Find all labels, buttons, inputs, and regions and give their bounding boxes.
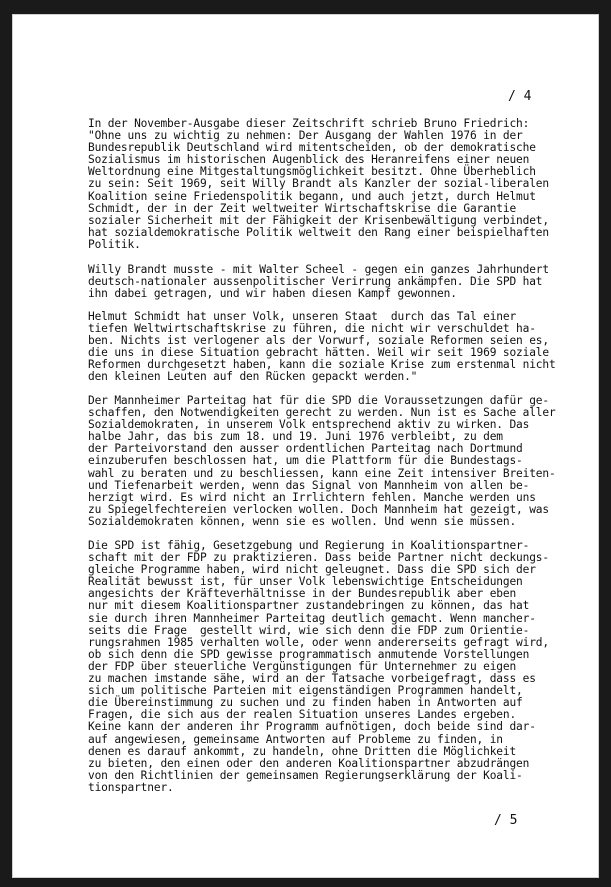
text-line: zu machen imstande sähe, wird an der Tatsache vorbeigefragt, dass es: [88, 672, 536, 686]
text-line: von den Richtlinien der gemeinsamen Regierungserklärung der Koali-: [88, 768, 523, 782]
text-line: deutsch-nationaler aussenpolitischer Verirrung ankämpfen. Die SPD hat: [88, 275, 543, 289]
text-line: wahl zu beraten und zu beschliessen, kann eine Zeit intensiver Breiten-: [88, 466, 556, 480]
text-line: Sozialismus im historischen Augenblick des Heranreifens einer neuen: [88, 153, 530, 167]
text-line: ben. Nichts ist verlogener als der Vorwurf, soziale Reformen seien es,: [88, 334, 549, 348]
paragraph-3: [88, 311, 588, 384]
paragraph-2: [88, 264, 588, 300]
text-line: gleiche Programme haben, wird nicht geleugnet. Dass die SPD sich der: [88, 563, 536, 577]
text-line: halbe Jahr, das bis zum 18. und 19. Juni 1976 verbleibt, zu dem: [88, 430, 503, 444]
text-line: Die SPD ist fähig, Gesetzgebung und Regierung in Koalitionspartner-: [88, 539, 530, 552]
text-line: zu sein: Seit 1969, seit Willy Brandt als Kanzler der sozial-liberalen: [88, 177, 549, 191]
text-line: Politik.: [88, 237, 141, 251]
text-line: und Tiefenarbeit werden, wenn das Signal von Mannheim von allen be-: [88, 478, 530, 492]
text-line: Sozialdemokraten, in unserem Volk entsprechend aktiv zu wirken. Das: [88, 418, 530, 432]
text-line: sie durch ihren Mannheimer Parteitag deutlich gemacht. Wenn mancher-: [88, 611, 536, 625]
text-line: sich um politische Parteien mit eigenständigen Programmen handelt,: [88, 684, 523, 698]
text-line: Bundesrepublik Deutschland wird mitentscheiden, ob der demokratische: [88, 141, 536, 155]
text-line: Weltordnung eine Mitgestaltungsmöglichkeit besitzt. Ohne Überheblich: [88, 165, 536, 179]
document-page: [12, 14, 599, 878]
text-line: die Übereinstimmung zu suchen und zu finden haben in Antworten auf: [88, 696, 523, 710]
text-line: Schmidt, der in der Zeit weltweiter Wirtschaftskrise die Garantie: [88, 201, 517, 215]
text-line: Keine kann der anderen ihr Programm aufnötigen, doch beide sind dar-: [88, 720, 536, 734]
text-line: Reformen durchgesetzt haben, kann die soziale Krise zum erstenmal nicht: [88, 358, 556, 372]
text-line: sozialer Sicherheit mit der Fähigkeit der Krisenbewältigung verbindet,: [88, 213, 549, 227]
text-line: angesichts der Kräfteverhältnisse in der Bundesrepublik aber eben: [88, 587, 517, 601]
page-number-top: / 4: [508, 89, 532, 104]
text-line: schaft mit der FDP zu praktizieren. Dass beide Partner nicht deckungs-: [88, 551, 549, 565]
text-line: Willy Brandt musste - mit Walter Scheel - gegen ein ganzes Jahrhundert: [88, 263, 549, 276]
text-line: rungsrahmen 1985 verhalten wolle, oder wenn andererseits gefragt wird,: [88, 635, 549, 649]
text-line: die uns in diese Situation gebracht hätten. Weil wir seit 1969 soziale: [88, 346, 549, 360]
text-line: Fragen, die sich aus der realen Situation unseres Landes ergeben.: [88, 708, 517, 722]
page-number-bottom: / 5: [494, 813, 518, 828]
text-line: einzuberufen beschlossen hat, um die Plattform für die Bundestags-: [88, 454, 523, 468]
text-line: der Parteivorstand den ausser ordentlichen Parteitag nach Dortmund: [88, 442, 523, 456]
text-line: der FDP über steuerliche Vergünstigungen für Unternehmer zu eigen: [88, 659, 517, 673]
text-line: tionspartner.: [88, 780, 174, 794]
text-line: tiefen Weltwirtschaftskrise zu führen, die nicht wir verschuldet ha-: [88, 322, 536, 336]
text-line: auf angewiesen, gemeinsame Antworten auf Probleme zu finden, in: [88, 732, 503, 746]
text-line: Koalition seine Friedenspolitik begann, und auch jetzt, durch Helmut: [88, 189, 536, 203]
text-line: herzigt wird. Es wird nicht an Irrlichtern fehlen. Manche werden uns: [88, 490, 536, 504]
text-line: schaffen, den Notwendigkeiten gerecht zu werden. Nun ist es Sache aller: [88, 406, 556, 420]
text-line: "Ohne uns zu wichtig zu nehmen: Der Ausgang der Wahlen 1976 in der: [88, 129, 523, 143]
paragraph-5: [88, 540, 588, 794]
text-line: zu bieten, den einen oder den anderen Koalitionspartner abzudrängen: [88, 756, 530, 770]
text-line: seits die Frage gestellt wird, wie sich denn die FDP zum Orientie-: [88, 623, 530, 637]
text-line: Helmut Schmidt hat unser Volk, unseren Staat durch das Tal einer: [88, 310, 517, 323]
text-line: zu Spiegelfechtereien verlocken wollen. Doch Mannheim hat gezeigt, was: [88, 502, 549, 516]
text-line: hat sozialdemokratische Politik weltweit den Rang einer beispielhaften: [88, 225, 549, 239]
paragraph-4: [88, 395, 588, 528]
text-line: Sozialdemokraten können, wenn sie es wollen. Und wenn sie müssen.: [88, 514, 517, 528]
text-line: Der Mannheimer Parteitag hat für die SPD die Voraussetzungen dafür ge-: [88, 394, 549, 407]
text-line: Realität bewusst ist, für unser Volk lebenswichtige Entscheidungen: [88, 575, 523, 589]
text-line: ob sich denn die SPD gewisse programmatisch anmutende Vorstellungen: [88, 647, 530, 661]
text-line: den kleinen Leuten auf den Rücken gepackt werden.": [88, 370, 418, 384]
text-line: nur mit diesem Koalitionspartner zustandebringen zu können, das hat: [88, 599, 530, 613]
text-line: In der November-Ausgabe dieser Zeitschrift schrieb Bruno Friedrich:: [88, 117, 530, 130]
text-line: ihn dabei getragen, und wir haben diesen Kampf gewonnen.: [88, 287, 457, 301]
text-line: denen es darauf ankommt, zu handeln, ohne Dritten die Möglichkeit: [88, 744, 517, 758]
paragraph-1: [88, 118, 588, 251]
